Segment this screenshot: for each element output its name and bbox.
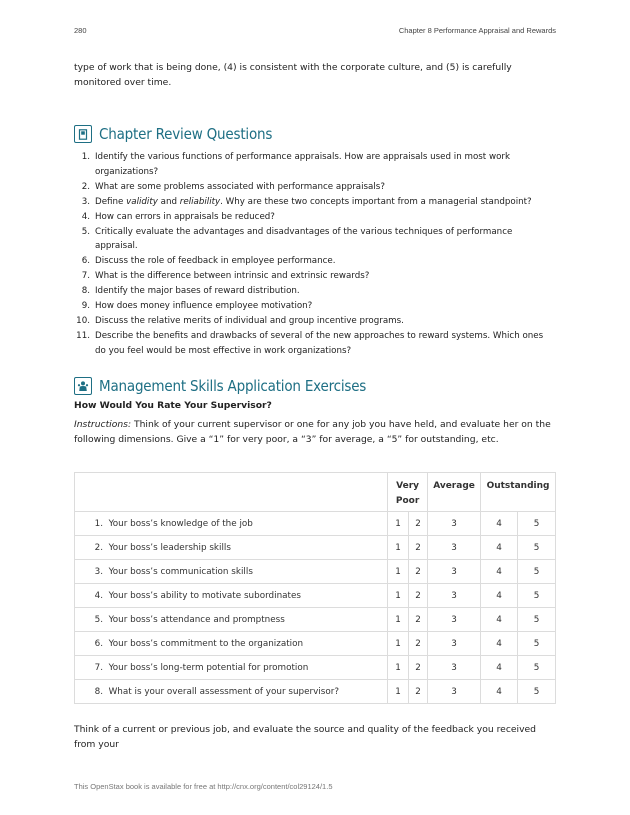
list-item (74, 314, 556, 329)
row-number: 3. (94, 566, 103, 577)
score-cell: 3 (428, 512, 481, 536)
score-cell: 2 (409, 536, 428, 560)
question-text: Identify the major bases of reward distribution. (95, 286, 300, 297)
emphasized-term: validity (126, 196, 158, 207)
criterion-cell (75, 632, 388, 656)
criterion-cell (75, 584, 388, 608)
item-number: 1. (81, 152, 90, 162)
score-cell: 3 (428, 632, 481, 656)
score-cell: 2 (409, 512, 428, 536)
list-item (74, 254, 556, 269)
criterion-cell (75, 608, 388, 632)
item-number: 6. (81, 256, 90, 267)
score-cell: 5 (517, 656, 555, 680)
section-title: Chapter Review Questions (99, 125, 273, 143)
score-cell: 3 (428, 560, 481, 584)
score-cell: 2 (409, 584, 428, 608)
review-questions-list (74, 150, 556, 359)
score-cell: 1 (388, 608, 409, 632)
skills-heading (74, 373, 366, 399)
score-cell: 2 (409, 680, 428, 704)
score-cell: 3 (428, 584, 481, 608)
list-item (74, 269, 556, 284)
table-row (75, 584, 556, 608)
score-cell: 5 (517, 632, 555, 656)
score-cell: 5 (517, 584, 555, 608)
criterion-label: Your boss’s long-term potential for promotion (108, 662, 309, 673)
list-item (74, 195, 556, 210)
table-row (75, 512, 556, 536)
section-title: Management Skills Application Exercises (99, 377, 367, 395)
question-text: How does money influence employee motivation? (95, 301, 313, 312)
item-number: 11. (76, 330, 90, 341)
score-cell: 5 (517, 608, 555, 632)
item-number: 5. (81, 226, 90, 237)
running-header: Chapter 8 Performance Appraisal and Rewards (398, 26, 556, 35)
list-item (74, 210, 556, 225)
row-number: 4. (94, 590, 103, 601)
item-number: 3. (81, 196, 90, 207)
instructions-text: Think of your current supervisor or one for any job you have held, and evaluate her on the following dimensions. Give a “1” for very poor, a “3” for average, a “5” for outstanding, etc. (74, 419, 551, 445)
criterion-cell (75, 560, 388, 584)
question-text: . Why are these two concepts important from a managerial standpoint? (220, 196, 532, 207)
page-number: 280 (74, 26, 87, 35)
instructions-paragraph (74, 417, 556, 447)
criterion-label: Your boss’s commitment to the organization (108, 638, 304, 649)
list-item (74, 180, 556, 195)
table-row (75, 536, 556, 560)
score-cell: 2 (409, 608, 428, 632)
outstanding-header: Outstanding (481, 473, 556, 512)
score-cell: 3 (428, 656, 481, 680)
score-cell: 3 (428, 536, 481, 560)
table-header-row (75, 473, 556, 512)
question-text: What is the difference between intrinsic and extrinsic rewards? (95, 271, 370, 282)
question-text: Identify the various functions of performance appraisals. How are appraisals used in most work organizations? (95, 152, 510, 177)
criterion-cell (75, 536, 388, 560)
item-number: 2. (81, 181, 90, 192)
score-cell: 4 (481, 536, 518, 560)
score-cell: 4 (481, 512, 518, 536)
table-row (75, 608, 556, 632)
question-text: Critically evaluate the advantages and disadvantages of the various techniques of performance appraisal. (95, 226, 513, 252)
score-cell: 5 (517, 512, 555, 536)
exercise-subheading: How Would You Rate Your Supervisor? (74, 400, 272, 411)
row-number: 5. (94, 614, 103, 625)
score-cell: 1 (388, 560, 409, 584)
question-text: How can errors in appraisals be reduced? (95, 211, 275, 222)
list-item (74, 299, 556, 314)
question-text: Discuss the role of feedback in employee performance. (95, 256, 336, 267)
score-cell: 1 (388, 536, 409, 560)
item-number: 9. (81, 301, 90, 312)
score-cell: 1 (388, 512, 409, 536)
question-text: What are some problems associated with performance appraisals? (95, 181, 385, 192)
score-cell: 2 (409, 632, 428, 656)
table-row (75, 560, 556, 584)
item-number: 4. (81, 211, 90, 222)
row-number: 1. (94, 518, 103, 529)
score-cell: 3 (428, 608, 481, 632)
table-row (75, 632, 556, 656)
score-cell: 1 (388, 632, 409, 656)
criterion-label: Your boss’s ability to motivate subordinates (108, 590, 301, 601)
question-text: and (157, 196, 180, 207)
score-cell: 4 (481, 608, 518, 632)
intro-paragraph: type of work that is being done, (4) is consistent with the corporate culture, and (5) is carefully monitored over time. (74, 62, 512, 88)
criterion-label: Your boss’s knowledge of the job (108, 518, 253, 529)
book-icon (74, 125, 92, 143)
score-cell: 4 (481, 632, 518, 656)
score-cell: 2 (409, 656, 428, 680)
question-text: Define (95, 196, 127, 207)
closing-paragraph: Think of a current or previous job, and evaluate the source and quality of the feedback you received from your (74, 724, 537, 750)
criterion-label: Your boss’s communication skills (108, 566, 253, 577)
item-number: 8. (81, 286, 90, 297)
people-icon (74, 377, 92, 395)
criterion-cell (75, 656, 388, 680)
row-number: 8. (94, 686, 103, 697)
score-cell: 4 (481, 560, 518, 584)
criterion-cell (75, 680, 388, 704)
footer-note: This OpenStax book is available for free at http://cnx.org/content/col29124/1.5 (74, 782, 333, 791)
list-item (74, 150, 556, 180)
score-cell: 1 (388, 680, 409, 704)
criterion-label: What is your overall assessment of your supervisor? (108, 686, 340, 697)
criterion-label: Your boss’s leadership skills (108, 542, 231, 553)
score-cell: 5 (517, 536, 555, 560)
blank-header-cell (75, 473, 388, 512)
row-number: 6. (94, 638, 103, 649)
score-cell: 2 (409, 560, 428, 584)
score-cell: 1 (388, 656, 409, 680)
criterion-cell (75, 512, 388, 536)
score-cell: 5 (517, 560, 555, 584)
score-cell: 5 (517, 680, 555, 704)
row-number: 2. (94, 542, 103, 553)
question-text: Discuss the relative merits of individual and group incentive programs. (95, 315, 404, 326)
emphasized-term: reliability (179, 196, 221, 207)
score-cell: 4 (481, 584, 518, 608)
very-poor-header: Very Poor (388, 473, 428, 512)
criterion-label: Your boss’s attendance and promptness (108, 614, 285, 625)
score-cell: 4 (481, 680, 518, 704)
list-item (74, 284, 556, 299)
average-header: Average (428, 473, 481, 512)
item-number: 10. (76, 315, 90, 326)
chapter-review-heading (74, 121, 272, 147)
rating-table (74, 472, 556, 704)
row-number: 7. (94, 662, 103, 673)
score-cell: 1 (388, 584, 409, 608)
list-item (74, 329, 556, 359)
table-row (75, 656, 556, 680)
score-cell: 3 (428, 680, 481, 704)
item-number: 7. (81, 271, 90, 282)
table-row (75, 680, 556, 704)
question-text: Describe the benefits and drawbacks of several of the new approaches to reward systems. Which ones do you feel would be most effective in work organizations? (95, 330, 544, 356)
instructions-label: Instructions: (74, 419, 132, 430)
list-item (74, 225, 556, 255)
score-cell: 4 (481, 656, 518, 680)
